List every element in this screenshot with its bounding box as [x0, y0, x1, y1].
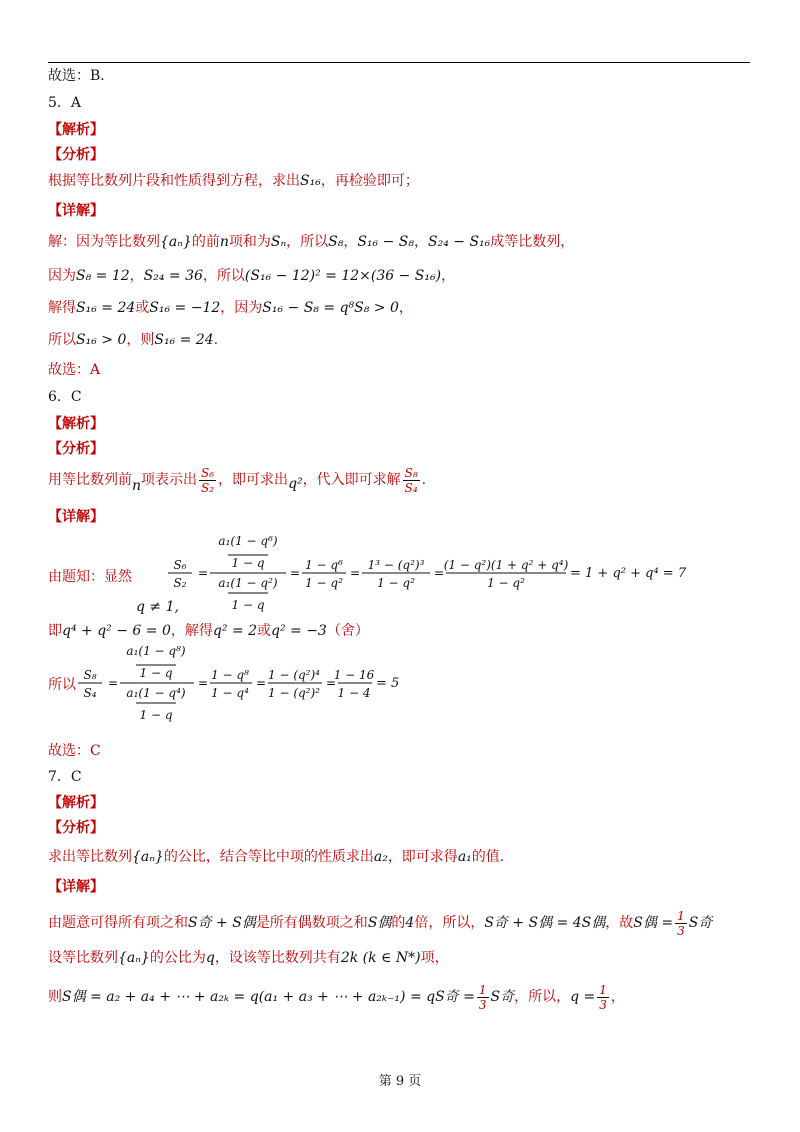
equals: =	[198, 566, 209, 580]
math: S奇 + S偶 = 4S偶	[484, 915, 606, 931]
math: n	[132, 478, 142, 494]
math: S₁₆	[300, 173, 321, 189]
text: 【分析】	[48, 147, 104, 163]
math: S₈	[328, 234, 344, 250]
solution-line-7c	[48, 980, 750, 1014]
fraction	[477, 983, 489, 1012]
math: S偶 =	[633, 915, 674, 931]
math: a₂	[373, 849, 388, 865]
equation-block-1	[48, 533, 750, 617]
math: q²	[288, 476, 303, 492]
section-xiangjie	[48, 507, 750, 527]
text: 设等比数列	[48, 950, 118, 966]
header-rule	[48, 62, 750, 63]
math: S₁₆ − S₈ = q⁸S₈ > 0	[262, 300, 399, 316]
frac1-den: S₂	[173, 576, 187, 590]
math: {aₙ}	[132, 849, 164, 865]
frac3-num: 1 − q⁶	[305, 558, 343, 572]
text: ，再检验即可；	[320, 173, 419, 189]
denominator: 3	[599, 997, 607, 1012]
math: S₂₄ − S₁₆	[428, 234, 491, 250]
text: ，设该等比数列共有	[214, 950, 341, 966]
text: 项表示出	[141, 472, 198, 488]
text: ，	[398, 300, 413, 316]
frac2-num-top: a₁(1 − q⁶)	[218, 534, 278, 548]
text: 所以	[48, 332, 76, 348]
text: ，则	[126, 332, 155, 348]
text: 的公比为	[149, 950, 206, 966]
math: S₁₆ = −12	[149, 300, 221, 316]
frac5-den: 1 − q²	[487, 576, 525, 590]
question-6-heading	[48, 387, 750, 407]
math: S奇 + S偶	[188, 915, 256, 931]
section-fenxi	[48, 439, 750, 459]
text: 所以	[48, 677, 76, 693]
frac1-num: S₆	[173, 558, 187, 572]
text: 【详解】	[48, 879, 104, 895]
text: ，	[414, 234, 428, 250]
text: 用等比数列前	[48, 472, 132, 488]
section-fenxi	[48, 145, 750, 165]
numerator: S₈	[404, 465, 418, 480]
section-fenxi	[48, 818, 750, 838]
math: S₂₄ = 36	[143, 268, 203, 284]
result: = 5	[376, 676, 400, 691]
answer-line-6	[48, 741, 750, 761]
math: S₁₆ − S₈	[357, 234, 414, 250]
math: Sₙ	[270, 234, 287, 250]
section-xiangjie	[48, 201, 750, 221]
solution-line-4	[48, 330, 750, 350]
solution-line-6a	[48, 621, 750, 641]
numerator: 1	[599, 982, 607, 997]
text: ，代入即可求解	[302, 472, 401, 488]
text: 解得	[48, 300, 76, 316]
answer-line-5	[48, 360, 750, 380]
text: .	[213, 332, 219, 348]
frac3-den: 1 − q⁴	[211, 686, 249, 700]
denominator: 3	[478, 997, 487, 1012]
text: 的公比，结合等比中项的性质求出	[163, 849, 374, 865]
text: 则	[48, 989, 62, 1005]
text: ，	[129, 268, 144, 284]
math: {aₙ}	[118, 950, 150, 966]
question-7-heading	[48, 767, 750, 787]
text: 【详解】	[48, 509, 104, 525]
text: 或	[256, 623, 271, 639]
equals: =	[290, 566, 301, 580]
text: .	[421, 472, 427, 488]
equals: =	[326, 676, 337, 690]
text: ，	[343, 234, 358, 250]
math: S偶	[367, 915, 392, 931]
section-jiexi	[48, 120, 750, 140]
text: 故选：C	[48, 743, 101, 759]
fraction	[675, 909, 687, 938]
math: S偶 = a₂ + a₄ + ⋯ + a₂ₖ = q(a₁ + a₃ + ⋯ + a₂ₖ₋₁) = qS奇 =	[62, 989, 475, 1005]
equation-svg	[166, 533, 687, 617]
frac4-den: 1 − (q²)²	[268, 686, 320, 700]
text: 的前	[191, 234, 220, 250]
text: 倍，所以，	[414, 915, 485, 931]
text: 的值.	[471, 849, 505, 865]
text: 由题知：显然	[48, 569, 132, 585]
frac2-num-bottom: 1 − q	[231, 556, 265, 570]
text: 的	[391, 915, 406, 931]
math: q⁴ + q² − 6 = 0	[62, 623, 171, 639]
text: 是所有偶数项之和	[255, 915, 368, 931]
math: 2k (k ∈ N*)	[340, 950, 421, 966]
text: 项和为	[228, 234, 271, 250]
frac3-num: 1 − q⁸	[211, 668, 249, 682]
text: ，即可求得	[387, 849, 458, 865]
math: q² = 2	[212, 623, 257, 639]
frac2-den-top: a₁(1 − q²)	[218, 576, 278, 590]
numerator: 1	[677, 908, 685, 923]
fraction	[403, 466, 420, 495]
math: S奇	[688, 915, 713, 931]
frac5-num: 1 − 16	[333, 668, 375, 682]
math: q =	[570, 989, 596, 1005]
frac4-den: 1 − q²	[377, 576, 415, 590]
numerator: S₆	[201, 465, 215, 480]
solution-line-7b	[48, 948, 750, 968]
math: S₁₆ = 24	[154, 332, 214, 348]
text: ，即可求出	[218, 472, 289, 488]
frac5-num: (1 − q²)(1 + q² + q⁴)	[443, 558, 569, 572]
math: a₁	[457, 849, 472, 865]
text: 故选：A	[48, 362, 101, 378]
text: 即	[48, 623, 62, 639]
math: 4	[405, 915, 415, 931]
frac2-den-top: a₁(1 − q⁴)	[126, 686, 186, 700]
frac2-num-top: a₁(1 − q⁸)	[126, 644, 186, 658]
math: S₈ = 12	[76, 268, 130, 284]
solution-line-3	[48, 298, 750, 318]
math: {aₙ}	[160, 234, 192, 250]
fraction	[199, 466, 216, 495]
frac2-den-bottom: 1 − q	[139, 708, 173, 722]
text: ，	[610, 989, 625, 1005]
text: 因为	[48, 268, 76, 284]
solution-line-7a	[48, 906, 750, 940]
frac4-num: 1 − (q²)⁴	[268, 668, 320, 682]
text: 7．C	[48, 769, 82, 785]
equals: =	[256, 676, 267, 690]
equation-block-2	[48, 645, 750, 729]
frac3-den: 1 − q²	[305, 576, 343, 590]
equals: =	[434, 566, 445, 580]
denominator: 3	[677, 923, 685, 938]
page-number: 第 9 页	[378, 1074, 422, 1089]
frac1-den: S₄	[83, 686, 97, 700]
text: ，	[441, 268, 456, 284]
condition: q ≠ 1,	[136, 599, 179, 615]
math: q² = −3	[270, 623, 327, 639]
text: 或	[135, 300, 150, 316]
frac5-den: 1 − 4	[337, 686, 371, 700]
text: ，所以	[202, 268, 245, 284]
analysis-text-7	[48, 847, 750, 867]
solution-line-2	[48, 266, 750, 286]
equals: =	[350, 566, 361, 580]
numerator: 1	[478, 982, 487, 997]
text: 解：因为等比数列	[48, 234, 160, 250]
text: 由题意可得所有项之和	[48, 915, 188, 931]
frac2-den-bottom: 1 − q	[231, 598, 265, 612]
math: n	[219, 234, 229, 250]
text: 【解析】	[48, 795, 104, 811]
denominator: S₄	[404, 480, 418, 495]
math: (S₁₆ − 12)² = 12×(36 − S₁₆)	[244, 268, 442, 284]
fraction	[597, 983, 609, 1012]
text: 求出等比数列	[48, 849, 132, 865]
section-jiexi	[48, 414, 750, 434]
analysis-text-6	[48, 463, 750, 497]
document-body	[48, 66, 750, 1014]
math: S₁₆ > 0	[76, 332, 127, 348]
text: 【分析】	[48, 820, 104, 836]
frac2-num-bottom: 1 − q	[139, 666, 173, 680]
text: 【分析】	[48, 441, 104, 457]
frac4-num: 1³ − (q²)³	[367, 558, 425, 572]
analysis-text	[48, 171, 750, 191]
text: ，解得	[170, 623, 213, 639]
text: 5．A	[48, 95, 82, 111]
solution-line-1	[48, 232, 750, 252]
section-jiexi	[48, 793, 750, 813]
text: ，所以，	[514, 989, 571, 1005]
denominator: S₂	[201, 480, 215, 495]
text: 成等比数列，	[490, 234, 575, 250]
equals: =	[108, 676, 119, 690]
text: 故选：B.	[48, 68, 105, 84]
equals: =	[198, 676, 209, 690]
frac1-num: S₈	[83, 668, 97, 682]
answer-line-4	[48, 66, 750, 86]
text: ，因为	[220, 300, 263, 316]
section-xiangjie	[48, 877, 750, 897]
math: q	[205, 950, 215, 966]
result: = 1 + q² + q⁴ = 7	[570, 566, 687, 581]
text: ，故	[605, 915, 634, 931]
text: 根据等比数列片段和性质得到方程，求出	[48, 173, 300, 189]
equation-svg	[76, 645, 416, 729]
text: 6．C	[48, 389, 82, 405]
math: S₁₆ = 24	[76, 300, 136, 316]
text: 项，	[420, 950, 449, 966]
math: S奇	[490, 989, 515, 1005]
text: 【解析】	[48, 122, 104, 138]
text: ，所以	[286, 234, 329, 250]
text: 【解析】	[48, 416, 104, 432]
question-5-heading	[48, 93, 750, 113]
text: 【详解】	[48, 203, 104, 219]
text: （舍）	[326, 623, 369, 639]
